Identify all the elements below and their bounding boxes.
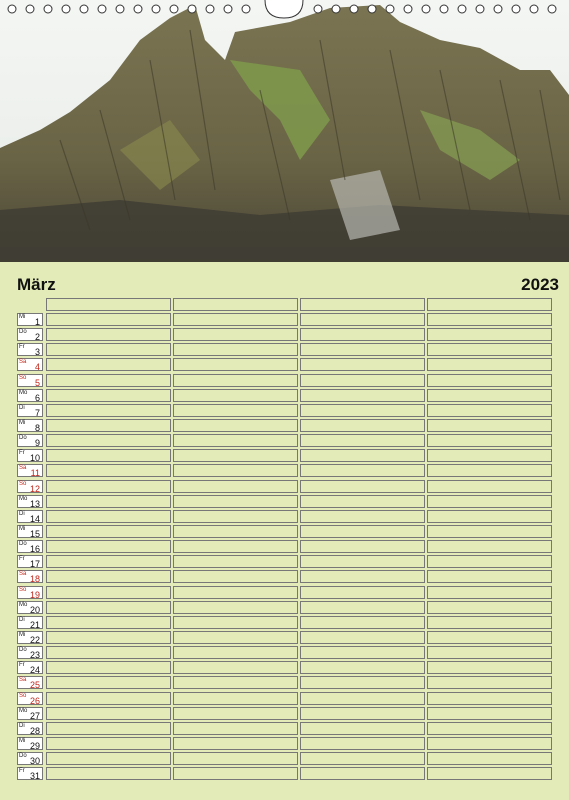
day-label-box: [17, 419, 43, 432]
entry-cell-2[interactable]: [173, 464, 298, 477]
day-number: 10: [29, 453, 40, 464]
entry-cell-4[interactable]: [427, 722, 552, 735]
day-number: 20: [29, 604, 40, 615]
day-row: [17, 631, 553, 646]
entry-cell-1[interactable]: [46, 540, 171, 553]
entry-cell-1[interactable]: [46, 434, 171, 447]
weekday-label: Mo: [19, 707, 28, 714]
day-number: 25: [29, 680, 40, 691]
binding-hole: [134, 5, 142, 13]
entry-cell-3[interactable]: [300, 601, 425, 614]
entry-cell-1[interactable]: [46, 313, 171, 326]
entry-cell-2[interactable]: [173, 434, 298, 447]
entry-cell-4[interactable]: [427, 358, 552, 371]
spiral-binding: [0, 0, 569, 20]
entry-cell-2[interactable]: [173, 495, 298, 508]
day-number: 8: [34, 422, 40, 433]
day-row: [17, 722, 553, 737]
column-header-row: [17, 298, 553, 313]
weekday-label: Sa: [19, 359, 27, 366]
cliff-photo: [0, 0, 569, 262]
day-row: [17, 692, 553, 707]
column-header-3[interactable]: [300, 298, 425, 311]
day-number: 14: [29, 513, 40, 524]
day-label-box: [17, 480, 43, 493]
entry-cell-1[interactable]: [46, 510, 171, 523]
entry-cell-4[interactable]: [427, 343, 552, 356]
day-row: [17, 767, 553, 782]
entry-cell-2[interactable]: [173, 676, 298, 689]
entry-cell-1[interactable]: [46, 616, 171, 629]
entry-cell-4[interactable]: [427, 313, 552, 326]
binding-rings: [0, 0, 569, 20]
weekday-label: Di: [19, 404, 25, 411]
day-number: 21: [29, 619, 40, 630]
weekday-label: So: [19, 586, 27, 593]
weekday-label: Sa: [19, 571, 27, 578]
day-number: 18: [29, 574, 40, 585]
binding-hole: [404, 5, 412, 13]
entry-cell-3[interactable]: [300, 464, 425, 477]
day-row: [17, 434, 553, 449]
day-number: 24: [29, 665, 40, 676]
entry-cell-2[interactable]: [173, 343, 298, 356]
entry-cell-2[interactable]: [173, 661, 298, 674]
weekday-label: Do: [19, 435, 27, 442]
entry-cell-3[interactable]: [300, 374, 425, 387]
day-label-box: [17, 752, 43, 765]
day-row: [17, 328, 553, 343]
entry-cell-1[interactable]: [46, 343, 171, 356]
entry-cell-1[interactable]: [46, 707, 171, 720]
binding-hole: [206, 5, 214, 13]
entry-cell-3[interactable]: [300, 419, 425, 432]
binding-hole: [350, 5, 358, 13]
entry-cell-1[interactable]: [46, 480, 171, 493]
binding-hole: [494, 5, 502, 13]
entry-cell-1[interactable]: [46, 767, 171, 780]
day-label-box: [17, 540, 43, 553]
day-number: 22: [29, 634, 40, 645]
entry-cell-1[interactable]: [46, 752, 171, 765]
weekday-label: Mi: [19, 737, 26, 744]
entry-cell-4[interactable]: [427, 389, 552, 402]
day-label-box: [17, 707, 43, 720]
day-row: [17, 389, 553, 404]
entry-cell-1[interactable]: [46, 419, 171, 432]
day-label-box: [17, 358, 43, 371]
day-number: 26: [29, 695, 40, 706]
day-label-box: [17, 510, 43, 523]
day-row: [17, 737, 553, 752]
entry-cell-1[interactable]: [46, 328, 171, 341]
entry-cell-2[interactable]: [173, 555, 298, 568]
entry-cell-1[interactable]: [46, 404, 171, 417]
entry-cell-2[interactable]: [173, 510, 298, 523]
binding-hole: [548, 5, 556, 13]
day-label-box: [17, 404, 43, 417]
entry-cell-3[interactable]: [300, 752, 425, 765]
binding-hole: [386, 5, 394, 13]
entry-cell-4[interactable]: [427, 570, 552, 583]
entry-cell-2[interactable]: [173, 707, 298, 720]
calendar-header: [17, 275, 559, 297]
entry-cell-3[interactable]: [300, 676, 425, 689]
day-row: [17, 601, 553, 616]
weekday-label: So: [19, 374, 27, 381]
entry-cell-2[interactable]: [173, 313, 298, 326]
day-row: [17, 676, 553, 691]
entry-cell-3[interactable]: [300, 434, 425, 447]
day-number: 27: [29, 710, 40, 721]
entry-cell-2[interactable]: [173, 570, 298, 583]
entry-cell-3[interactable]: [300, 313, 425, 326]
day-row: [17, 540, 553, 555]
binding-hole: [530, 5, 538, 13]
entry-cell-2[interactable]: [173, 328, 298, 341]
entry-cell-2[interactable]: [173, 586, 298, 599]
day-number: 5: [34, 377, 40, 388]
entry-cell-2[interactable]: [173, 404, 298, 417]
entry-cell-2[interactable]: [173, 737, 298, 750]
column-header-2[interactable]: [173, 298, 298, 311]
entry-cell-4[interactable]: [427, 601, 552, 614]
entry-cell-4[interactable]: [427, 374, 552, 387]
day-number: 28: [29, 725, 40, 736]
day-number: 2: [34, 332, 40, 343]
hanger-notch: [265, 0, 303, 18]
day-label-box: [17, 722, 43, 735]
entry-cell-2[interactable]: [173, 601, 298, 614]
binding-hole: [8, 5, 16, 13]
weekday-label: Do: [19, 647, 27, 654]
day-row: [17, 570, 553, 585]
entry-cell-3[interactable]: [300, 540, 425, 553]
day-row: [17, 707, 553, 722]
day-number: 16: [29, 544, 40, 555]
day-row: [17, 555, 553, 570]
entry-cell-3[interactable]: [300, 631, 425, 644]
entry-cell-4[interactable]: [427, 464, 552, 477]
day-label-box: [17, 313, 43, 326]
day-number: 12: [29, 483, 40, 494]
planner-grid: [17, 298, 553, 782]
day-number: 11: [30, 468, 40, 479]
entry-cell-4[interactable]: [427, 676, 552, 689]
entry-cell-3[interactable]: [300, 495, 425, 508]
entry-cell-2[interactable]: [173, 525, 298, 538]
weekday-label: Mi: [19, 314, 26, 320]
entry-cell-4[interactable]: [427, 586, 552, 599]
weekday-label: So: [19, 692, 27, 699]
weekday-label: Di: [19, 616, 25, 623]
entry-cell-4[interactable]: [427, 480, 552, 493]
binding-hole: [26, 5, 34, 13]
entry-cell-3[interactable]: [300, 616, 425, 629]
entry-cell-1[interactable]: [46, 676, 171, 689]
entry-cell-4[interactable]: [427, 495, 552, 508]
entry-cell-2[interactable]: [173, 631, 298, 644]
entry-cell-1[interactable]: [46, 358, 171, 371]
day-number: 7: [34, 407, 40, 418]
entry-cell-1[interactable]: [46, 570, 171, 583]
entry-cell-1[interactable]: [46, 737, 171, 750]
entry-cell-3[interactable]: [300, 722, 425, 735]
day-label-box: [17, 737, 43, 750]
day-row: [17, 404, 553, 419]
day-row: [17, 464, 553, 479]
entry-cell-1[interactable]: [46, 495, 171, 508]
entry-cell-4[interactable]: [427, 616, 552, 629]
entry-cell-2[interactable]: [173, 767, 298, 780]
day-row: [17, 495, 553, 510]
weekday-label: Fr: [19, 662, 25, 669]
day-row: [17, 616, 553, 631]
day-label-box: [17, 343, 43, 356]
entry-cell-4[interactable]: [427, 692, 552, 705]
entry-cell-1[interactable]: [46, 646, 171, 659]
day-number: 4: [34, 362, 40, 373]
day-row: [17, 525, 553, 540]
day-row: [17, 374, 553, 389]
weekday-label: Do: [19, 541, 27, 548]
weekday-label: Sa: [19, 677, 27, 684]
entry-cell-2[interactable]: [173, 646, 298, 659]
weekday-label: Mo: [19, 601, 28, 608]
day-label-box: [17, 555, 43, 568]
weekday-label: Do: [19, 329, 27, 336]
day-number: 3: [34, 347, 40, 358]
day-label-box: [17, 570, 43, 583]
weekday-label: Fr: [19, 768, 25, 775]
binding-hole: [44, 5, 52, 13]
day-number: 31: [29, 771, 40, 782]
entry-cell-4[interactable]: [427, 555, 552, 568]
entry-cell-3[interactable]: [300, 692, 425, 705]
binding-hole: [458, 5, 466, 13]
entry-cell-1[interactable]: [46, 449, 171, 462]
weekday-label: Mo: [19, 389, 28, 396]
entry-cell-4[interactable]: [427, 540, 552, 553]
entry-cell-2[interactable]: [173, 540, 298, 553]
day-label-box: [17, 374, 43, 387]
day-number: 23: [29, 650, 40, 661]
column-header-1[interactable]: [46, 298, 171, 311]
entry-cell-3[interactable]: [300, 343, 425, 356]
weekday-label: Di: [19, 510, 25, 517]
entry-cell-4[interactable]: [427, 767, 552, 780]
day-label-box: [17, 661, 43, 674]
binding-hole: [242, 5, 250, 13]
year-title: 2023: [521, 275, 559, 294]
entry-cell-1[interactable]: [46, 374, 171, 387]
entry-cell-1[interactable]: [46, 464, 171, 477]
binding-hole: [188, 5, 196, 13]
entry-cell-2[interactable]: [173, 752, 298, 765]
column-header-4[interactable]: [427, 298, 552, 311]
month-title: März: [17, 275, 56, 294]
entry-cell-2[interactable]: [173, 389, 298, 402]
cliff-illustration: [0, 0, 569, 262]
entry-cell-3[interactable]: [300, 510, 425, 523]
weekday-label: Di: [19, 722, 25, 729]
binding-hole: [314, 5, 322, 13]
entry-cell-2[interactable]: [173, 722, 298, 735]
day-label-box: [17, 631, 43, 644]
entry-cell-4[interactable]: [427, 419, 552, 432]
day-row: [17, 586, 553, 601]
weekday-label: Fr: [19, 344, 25, 351]
day-row: [17, 752, 553, 767]
day-label-box: [17, 328, 43, 341]
binding-hole: [116, 5, 124, 13]
day-row: [17, 343, 553, 358]
day-number: 19: [29, 589, 40, 600]
day-row: [17, 419, 553, 434]
entry-cell-2[interactable]: [173, 419, 298, 432]
entry-cell-4[interactable]: [427, 661, 552, 674]
binding-hole: [224, 5, 232, 13]
entry-cell-3[interactable]: [300, 570, 425, 583]
day-label-box: [17, 525, 43, 538]
entry-cell-1[interactable]: [46, 722, 171, 735]
binding-hole: [152, 5, 160, 13]
day-label-box: [17, 464, 43, 477]
day-row: [17, 358, 553, 373]
day-row: [17, 661, 553, 676]
entry-cell-3[interactable]: [300, 358, 425, 371]
binding-hole: [98, 5, 106, 13]
day-label-box: [17, 389, 43, 402]
binding-hole: [440, 5, 448, 13]
day-label-box: [17, 434, 43, 447]
day-row: [17, 449, 553, 464]
entry-cell-1[interactable]: [46, 525, 171, 538]
day-label-box: [17, 646, 43, 659]
entry-cell-4[interactable]: [427, 404, 552, 417]
day-number: 6: [34, 392, 40, 403]
entry-cell-3[interactable]: [300, 646, 425, 659]
weekday-label: Fr: [19, 450, 25, 457]
entry-cell-2[interactable]: [173, 449, 298, 462]
day-number: 9: [34, 438, 40, 449]
entry-cell-4[interactable]: [427, 737, 552, 750]
day-number: 30: [29, 756, 40, 767]
entry-cell-3[interactable]: [300, 525, 425, 538]
day-label-box: [17, 495, 43, 508]
weekday-label: Fr: [19, 556, 25, 563]
entry-cell-2[interactable]: [173, 692, 298, 705]
day-label-box: [17, 586, 43, 599]
entry-cell-4[interactable]: [427, 631, 552, 644]
entry-cell-4[interactable]: [427, 752, 552, 765]
day-row: [17, 480, 553, 495]
entry-cell-1[interactable]: [46, 631, 171, 644]
entry-cell-3[interactable]: [300, 328, 425, 341]
entry-cell-3[interactable]: [300, 449, 425, 462]
day-number: 29: [29, 740, 40, 751]
day-label-box: [17, 616, 43, 629]
binding-hole: [368, 5, 376, 13]
binding-hole: [476, 5, 484, 13]
entry-cell-3[interactable]: [300, 555, 425, 568]
day-label-box: [17, 676, 43, 689]
entry-cell-1[interactable]: [46, 692, 171, 705]
entry-cell-3[interactable]: [300, 480, 425, 493]
entry-cell-3[interactable]: [300, 707, 425, 720]
day-label-box: [17, 767, 43, 780]
weekday-label: Mi: [19, 419, 26, 426]
entry-cell-2[interactable]: [173, 374, 298, 387]
day-label-box: [17, 449, 43, 462]
day-number: 1: [34, 317, 40, 327]
entry-cell-3[interactable]: [300, 586, 425, 599]
binding-hole: [80, 5, 88, 13]
weekday-label: Mi: [19, 525, 26, 532]
entry-cell-1[interactable]: [46, 389, 171, 402]
binding-hole: [422, 5, 430, 13]
entry-cell-4[interactable]: [427, 525, 552, 538]
binding-hole: [512, 5, 520, 13]
entry-cell-4[interactable]: [427, 707, 552, 720]
entry-cell-3[interactable]: [300, 661, 425, 674]
entry-cell-3[interactable]: [300, 404, 425, 417]
entry-cell-3[interactable]: [300, 767, 425, 780]
entry-cell-4[interactable]: [427, 328, 552, 341]
entry-cell-3[interactable]: [300, 737, 425, 750]
day-number: 15: [29, 528, 40, 539]
day-label-box: [17, 601, 43, 614]
day-row: [17, 313, 553, 328]
entry-cell-1[interactable]: [46, 586, 171, 599]
entry-cell-4[interactable]: [427, 449, 552, 462]
weekday-label: Mi: [19, 631, 26, 638]
entry-cell-2[interactable]: [173, 616, 298, 629]
entry-cell-1[interactable]: [46, 661, 171, 674]
entry-cell-1[interactable]: [46, 601, 171, 614]
entry-cell-2[interactable]: [173, 358, 298, 371]
entry-cell-4[interactable]: [427, 434, 552, 447]
day-row: [17, 646, 553, 661]
day-number: 17: [29, 559, 40, 570]
entry-cell-1[interactable]: [46, 555, 171, 568]
weekday-label: Do: [19, 753, 27, 760]
entry-cell-3[interactable]: [300, 389, 425, 402]
binding-hole: [332, 5, 340, 13]
weekday-label: Sa: [19, 465, 27, 472]
day-label-box: [17, 692, 43, 705]
weekday-label: So: [19, 480, 27, 487]
day-row: [17, 510, 553, 525]
entry-cell-2[interactable]: [173, 480, 298, 493]
weekday-label: Mo: [19, 495, 28, 502]
entry-cell-4[interactable]: [427, 646, 552, 659]
binding-hole: [170, 5, 178, 13]
day-number: 13: [29, 498, 40, 509]
entry-cell-4[interactable]: [427, 510, 552, 523]
binding-hole: [62, 5, 70, 13]
